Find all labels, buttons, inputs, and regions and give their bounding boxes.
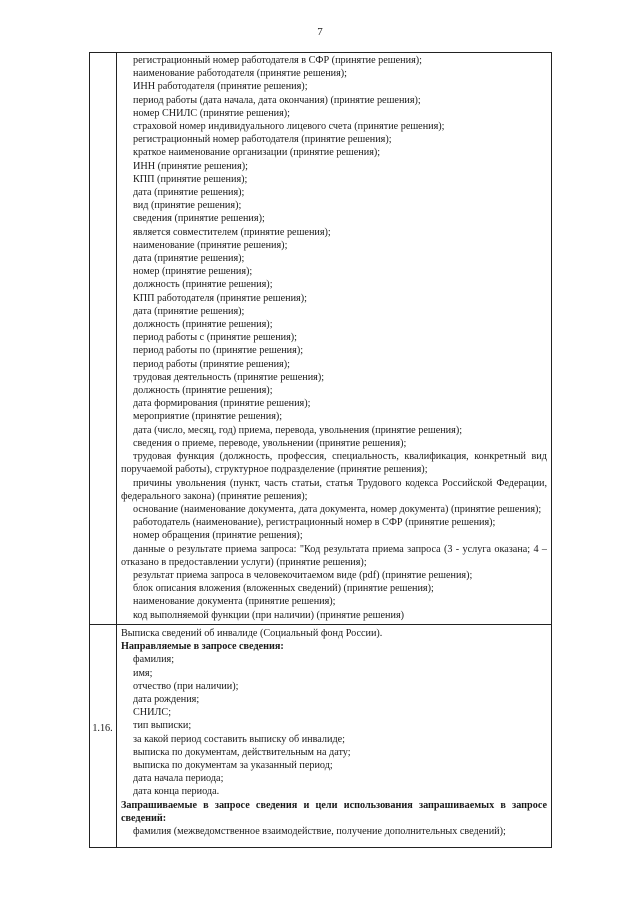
list-item: период работы (дата начала, дата окончания) (принятие решения); <box>133 94 421 106</box>
list-item: дата (число, месяц, год) приема, перевода, увольнения (принятие решения); <box>133 424 463 436</box>
list-item: КПП работодателя (принятие решения); <box>133 292 307 304</box>
list-item: вид (принятие решения); <box>133 200 242 212</box>
list-item: наименование документа (принятие решения); <box>133 596 336 608</box>
list-item: выписка по документам за указанный период; <box>133 760 333 772</box>
list-item: работодатель (наименование), регистрационный номер в СФР (принятие решения); <box>133 517 496 529</box>
list-item: результат приема запроса в человекочитаемом виде (pdf) (принятие решения); <box>133 569 473 581</box>
list-item: дата (принятие решения); <box>133 305 245 317</box>
list-item: отчество (при наличии); <box>133 680 239 692</box>
row-number: 1.16. <box>92 723 113 734</box>
section-heading: Запрашиваемые в запросе сведения и цели использования запрашиваемых в запросе сведений: <box>121 799 547 824</box>
list-item: должность (принятие решения); <box>133 319 273 331</box>
list-item: наименование работодателя (принятие решения); <box>133 68 348 80</box>
list-item: КПП (принятие решения); <box>133 173 248 185</box>
list-item: сведения (принятие решения); <box>133 213 265 225</box>
list-item: дата (принятие решения); <box>133 253 245 265</box>
list-item: ИНН (принятие решения); <box>133 160 248 172</box>
page-number: 7 <box>317 26 323 38</box>
list-item: номер СНИЛС (принятие решения); <box>133 107 291 119</box>
list-item: код выполняемой функции (при наличии) (принятие решения) <box>133 609 405 621</box>
list-item: основание (наименование документа, дата документа, номер документа) (принятие решения); <box>133 503 542 515</box>
list-item: период работы по (принятие решения); <box>133 345 304 357</box>
list-item: дата рождения; <box>133 694 200 706</box>
list-item: дата начала периода; <box>133 773 224 785</box>
list-item: номер обращения (принятие решения); <box>133 530 303 542</box>
list-item: данные о результате приема запроса: "Код результата приема запроса (3 - услуга оказана; 4 – отказано в предоставлении услуги) (принятие решения); <box>121 543 547 568</box>
row-2-content <box>121 627 547 838</box>
list-item: СНИЛС; <box>133 707 172 719</box>
list-item: является совместителем (принятие решения); <box>133 226 331 238</box>
list-item: за какой период составить выписку об инвалиде; <box>133 733 345 745</box>
column-divider <box>116 52 117 848</box>
list-item: блок описания вложения (вложенных сведений) (принятие решения); <box>133 583 434 595</box>
list-item: дата формирования (принятие решения); <box>133 398 311 410</box>
section-heading: Направляемые в запросе сведения: <box>121 641 284 653</box>
list-item: период работы с (принятие решения); <box>133 332 298 344</box>
list-item: фамилия (межведомственное взаимодействие, получение дополнительных сведений); <box>133 826 506 838</box>
list-item: выписка по документам, действительным на дату; <box>133 746 351 758</box>
list-item: наименование (принятие решения); <box>133 239 288 251</box>
list-item: регистрационный номер работодателя (принятие решения); <box>133 134 392 146</box>
list-item: сведения о приеме, переводе, увольнении (принятие решения); <box>133 437 407 449</box>
list-item: страховой номер индивидуального лицевого счета (принятие решения); <box>133 121 445 133</box>
list-item: причины увольнения (пункт, часть статьи, статья Трудового кодекса Российской Федерации, федерального закона) (принятие решения); <box>121 477 547 502</box>
list-item: трудовая функция (должность, профессия, специальность, квалификация, конкретный вид поручаемой работы), структурное подразделение (принятие решения); <box>121 451 547 476</box>
list-item: имя; <box>133 667 153 679</box>
list-item: ИНН работодателя (принятие решения); <box>133 81 308 93</box>
list-item: регистрационный номер работодателя в СФР (принятие решения); <box>133 55 422 66</box>
list-item: трудовая деятельность (принятие решения); <box>133 371 325 383</box>
list-item: фамилия; <box>133 654 175 666</box>
list-item: тип выписки; <box>133 720 192 732</box>
list-item: период работы (принятие решения); <box>133 358 290 370</box>
list-item: должность (принятие решения); <box>133 385 273 397</box>
row-divider <box>89 624 552 625</box>
list-item: дата (принятие решения); <box>133 187 245 199</box>
row-title: Выписка сведений об инвалиде (Социальный фонд России). <box>121 628 383 639</box>
row-1-content <box>121 54 547 622</box>
list-item: мероприятие (принятие решения); <box>133 411 283 423</box>
list-item: должность (принятие решения); <box>133 279 273 291</box>
list-item: номер (принятие решения); <box>133 266 253 278</box>
list-item: дата конца периода. <box>133 786 220 798</box>
list-item: краткое наименование организации (принятие решения); <box>133 147 381 159</box>
